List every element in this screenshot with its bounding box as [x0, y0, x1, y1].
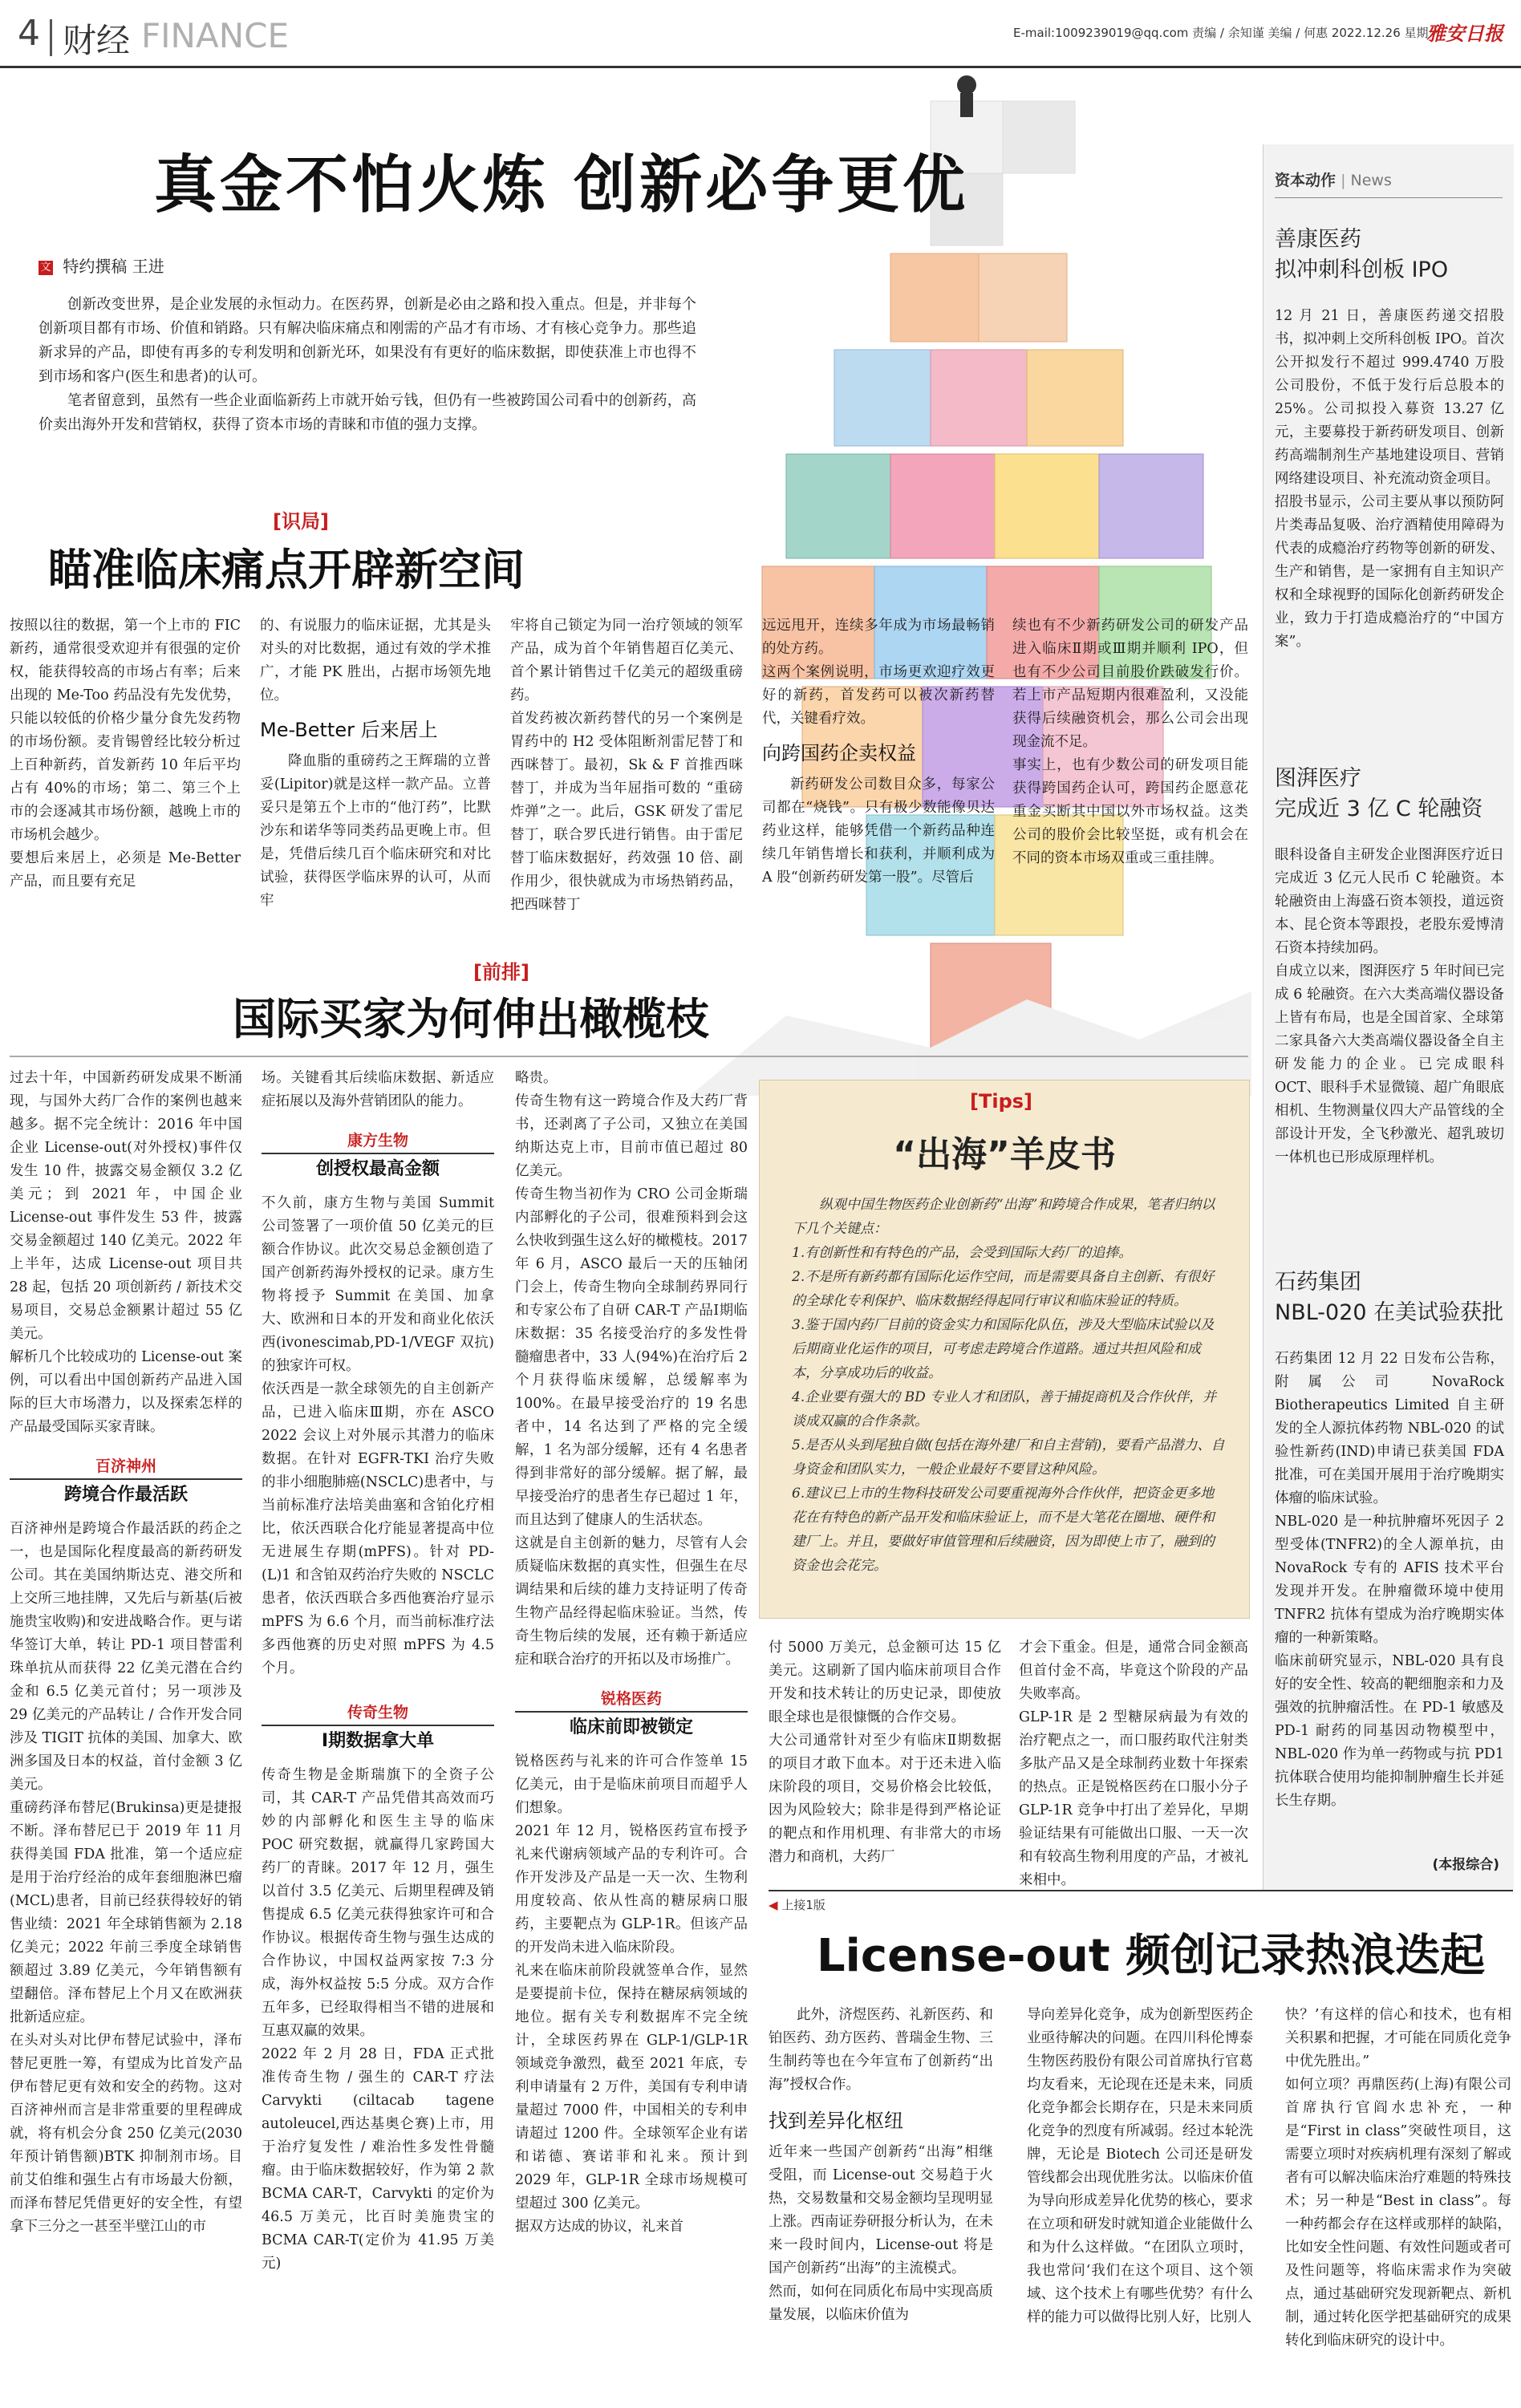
license-col3: 快？’有这样的信心和技术，也有相关积累和把握，才可能在同质化竞争中优先胜出。” 如何立项？再鼎医药(上海)有限公司首席执行官阎水忠补充，一种是“First in class”突破性项目，这需要立项时对疾病机理有深刻了解或者有可以解决临床治疗难题的特殊技术；另一种是“Best in class”。每一种药都会存在这样或那样的缺陷，比如安全性问题、有效性问题或者可及性问题等，将临床需求作为突破点，通过基础研究发现新靶点、新机制，通过转化医学把基础研究的成果转化到临床研究的设计中。 [1285, 2007, 1511, 2349]
license-col1-subtitle: 找到差异化枢纽 [769, 2110, 903, 2132]
section1-col2-subtitle: Me-Better 后来居上 [260, 719, 438, 741]
license-block [769, 1890, 1513, 2405]
company-title-regor: 临床前即被锁定 [515, 1711, 748, 1739]
sidebar-header-divider: | [1341, 172, 1351, 189]
tips-box [759, 1080, 1250, 1619]
paper-logo: 雅安日报 [1426, 22, 1503, 45]
jump-arrow-icon: ◀ [769, 1898, 778, 1912]
tips-item-3: 3.鉴于国内药厂目前的资金实力和国际化队伍，涉及大型临床试验以及后期商业化运作的项目，可考虑走跨境合作道路。通过共担风险和成本，分享成功后的收益。 [792, 1317, 1215, 1381]
sidebar-header [1275, 168, 1392, 190]
company-label-beigene: 百济神州 [95, 1457, 156, 1475]
contact-line: E-mail:1009239019@qq.com 责编 / 余知谨 美编 / 何惠 2022.12.26 星期一 [1013, 26, 1441, 40]
tips-item-2: 2.不是所有新药都有国际化运作空间，而是需要具备自主创新、有很好的全球化专利保护、临床数据经得起同行审议和临床验证的特质。 [792, 1269, 1215, 1309]
intro-paragraph-1: 创新改变世界，是企业发展的永恒动力。在医药界，创新是必由之路和投入重点。但是，并非每个创新项目都有市场、价值和销路。只有解决临床痛点和刚需的产品才有市场、才有核心竞争力。那些追新求异的产品，即使有再多的专利发明和创新光环，如果没有有更好的临床数据，即使获准上市也得不到市场和客户(医生和患者)的认可。 [39, 296, 696, 385]
company-text-legend: 传奇生物是金斯瑞旗下的全资子公司，其 CAR-T 产品凭借其高效而巧妙的内部孵化和医生主导的临床 POC 研究数据，就赢得几家跨国大药厂的青睐。2017 年 12 月，强生以首付 3.5 亿美元、后期里程碑及销售提成 6.5 亿美元获得独家许可和合作协议。根据传奇生物与强生达成的合作协议，中国权益两家按 7:3 分成，海外权益按 5:5 分成。双方合作五年多，已经取得相当不错的进展和互惠双赢的效果。 2022 年 2 月 28 日，FDA 正式批准传奇生物 / 强生的 CAR-T 疗法 Carvykti (ciltacab tagene autoleucel,西达基奥仑赛)上市，用于治疗复发性 / 难治性多发性骨髓瘤。由于临床数据较好，作为第 2 款 BCMA CAR-T，Carvykti 的定价为 46.5 万美元，比百时美施贵宝的 BCMA CAR-T(定价为 41.95 万美元) [262, 1767, 494, 2272]
byline-text: 特约撰稿 王进 [63, 257, 164, 276]
company-title-beigene: 跨境合作最活跃 [10, 1478, 242, 1506]
sidebar-header-cn: 资本动作 [1275, 172, 1336, 189]
tips-lead: 纵观中国生物医药企业创新药“出海”和跨境合作成果，笔者归纳以下几个关键点： [792, 1197, 1215, 1237]
company-label-legend: 传奇生物 [347, 1704, 408, 1721]
intro-text [39, 293, 696, 437]
sidebar-item-name-2: 图湃医疗 [1275, 766, 1361, 791]
company-text-akeso: 不久前，康方生物与美国 Summit 公司签署了一项价值 50 亿美元的巨额合作协议。此次交易总金额创造了国产创新药海外授权的记录。康方生物将授予 Summit 在美国、加拿大、欧洲和日本的开发和商业化依沃西(ivonescimab,PD-1/VEGF 双抗)的独家许可权。 依沃西是一款全球领先的自主创新产品，已进入临床Ⅲ期，亦在 ASCO 2022 会议上对外展示其潜力的临床数据。在针对 EGFR-TKI 治疗失败的非小细胞肺癌(NSCLC)患者中，与当前标准疗法培美曲塞和含铂化疗相比，依沃西联合化疗能显著提高中位无进展生存期(mPFS)。针对 PD-(L)1 和含铂双药治疗失败的 NSCLC 患者，依沃西联合多西他赛治疗显示 mPFS 为 6.6 个月，而当前标准疗法多西他赛的历史对照 mPFS 为 4.5 个月。 [262, 1195, 494, 1676]
section2-col2-text: 场。关键看其后续临床数据、新适应症拓展以及海外营销团队的能力。 [262, 1070, 494, 1109]
section1-tag: [识局] [273, 510, 329, 533]
masthead [0, 0, 1521, 74]
company-text-regor: 锐格医药与礼来的许可合作签单 15 亿美元，由于是临床前项目而超乎人们想象。 2021 年 12 月，锐格医药宣布授予礼来代谢病领域产品的专利许可。合作开发涉及产品是一天一次、生物利用度较高、依从性高的糖尿病口服药，主要靶点为 GLP-1R。但该产品的开发尚未进入临床阶段。 礼来在临床前阶段就签单合作，显然是要提前卡位，保持在糖尿病领域的地位。据有关专利数据库不完全统计，全球医药界在 GLP-1/GLP-1R 领域竞争激烈，截至 2021 年底，专利申请量有 2 万件，美国有专利申请量超过 7000 件，中国相关的专利申请超过 1200 件。全球领军企业有诺和诺德、赛诺菲和礼来。预计到 2029 年，GLP-1R 全球市场规模可望超过 300 亿美元。 据双方达成的协议，礼来首 [515, 1753, 748, 2235]
page-number: 4 [18, 13, 40, 54]
license-col2: 导向差异化竞争，成为创新型医药企业亟待解决的问题。在四川科伦博泰生物医药股份有限公司首席执行官葛均友看来，无论现在还是未来，同质化竞争都会长期存在，只是未来同质化竞争的烈度有所减弱。经过本轮洗牌，无论是 Biotech 公司还是研发管线都会出现优胜劣汰。以临床价值为导向形成差异化优势的核心，要求在立项和研发时就知道企业能做什么和为什么这样做。“在团队立项时，我也常问‘我们在这个项目、这个领域、这个技术上有哪些优势？有什么样的能力可以做得比别人好，比别人 [1027, 2007, 1253, 2325]
section2-rule [10, 1056, 1248, 1057]
tips-item-1: 1.有创新性和有特色的产品，会受到国际大药厂的追捧。 [792, 1245, 1133, 1261]
company-label-regor: 锐格医药 [600, 1690, 662, 1708]
section2-col5: 才会下重金。但是，通常合同金额高但首付金不高，毕竟这个阶段的产品失败率高。 GLP-1R 是 2 型糖尿病最为有效的治疗靶点之一，而口服药取代注射类多肽产品又是全球制药业数十年探索的热点。正是锐格医药在口服小分子 GLP-1R 竞争中打出了差异化，早期验证结果有可能做出口服、一天一次和有较高生物利用度的产品，才被礼来相中。 [1019, 1640, 1248, 1888]
section1-col2a: 的、有说服力的临床证据，尤其是头对头的对比数据，通过有效的学术推广，才能 PK 胜出，占据市场领先地位。 [260, 618, 491, 703]
section1-title: 瞄准临床痛点开辟新空间 [48, 545, 525, 595]
sidebar-item-title-1: 拟冲刺科创板 IPO [1275, 257, 1449, 282]
section2-col3 [515, 1067, 748, 2239]
section2-col1 [10, 1067, 242, 2239]
page-headline: 真金不怕火炼 创新必争更优 [154, 149, 969, 221]
sidebar-item-name-3: 石药集团 [1275, 1270, 1361, 1295]
section1-col5: 续也有不少新药研发公司的研发产品进入临床Ⅱ期或Ⅲ期并顺利 IPO，但也有不少公司目前股价跌破发行价。若上市产品短期内很难盈利，又没能获得后续融资机会，那么公司会出现现金流不足。 事实上，也有少数公司的研发项目能获得跨国药企认可，跨国药企愿意花重金买断其中国以外市场权益。这类公司的股价会比较坚挺，或有机会在不同的资本市场双重或三重挂牌。 [1012, 618, 1248, 866]
sidebar-item-title-3: NBL-020 在美试验获批 [1275, 1300, 1504, 1325]
sidebar-item-text-1: 12 月 21 日，善康医药递交招股书，拟冲刺上交所科创板 IPO。首次公开拟发行不超过 999.4740 万股公司股份，不低于发行后总股本的 25%。公司拟投入募资 13.27 亿元，主要募投于新药研发项目、创新药高端制剂生产基地建设项目、营销网络建设项目、补充流动资金项目。 招股书显示，公司主要从事以预防阿片类毒品复吸、治疗酒精使用障碍为代表的成瘾治疗药物等创新的研发、生产和销售，是一家拥有自主知识产权和全球视野的国际化创新药研发企业，致力于打造成瘾治疗的“中国方案”。 [1275, 308, 1504, 650]
jump-text: 上接1版 [781, 1898, 825, 1912]
section2-col4: 付 5000 万美元，总金额可达 15 亿美元。这刷新了国内临床前项目合作开发和技术转让的历史记录，即使放眼全球也是很慷慨的合作交易。 大公司通常针对至少有临床Ⅱ期数据的项目才敢下血本。对于还未进入临床阶段的项目，交易价格会比较低，因为风险较大；除非是得到严格论证的靶点和作用机理、有非常大的市场潜力和商机，大药厂 [769, 1640, 1001, 1865]
intro-paragraph-2: 笔者留意到，虽然有一些企业面临新药上市就开始亏钱，但仍有一些被跨国公司看中的创新药，高价卖出海外开发和营销权，获得了资本市场的青睐和市值的强力支撑。 [39, 392, 696, 433]
section1-col4a: 远远甩开，连续多年成为市场最畅销的处方药。 这两个案例说明，市场更欢迎疗效更好的新药，首发药可以被次新药替代，关键看疗效。 [762, 618, 995, 727]
section2-col3-text: 略贵。 传奇生物有这一跨境合作及大药厂背书，还剥离了子公司，又独立在美国纳斯达克上市，目前市值已超过 80 亿美元。 传奇生物当初作为 CRO 公司金斯瑞内部孵化的子公司，很难预料到会这么快收到强生这么好的橄榄枝。2017 年 6 月，ASCO 最后一天的压轴闭门会上，传奇生物向全球制药界同行和专家公布了自研 CAR-T 产品Ⅰ期临床数据：35 名接受治疗的多发性骨髓瘤患者中，33 人(94%)在治疗后 2 个月获得临床缓解，总缓解率为 100%。在最早接受治疗的 19 名患者中，14 名达到了严格的完全缓解，1 名为部分缓解，还有 4 名患者得到非常好的部分缓解。据了解，最早接受治疗的患者生存已超过 1 年，而且达到了健康人的生活状态。 这就是自主创新的魅力，尽管有人会质疑临床数据的真实性，但强生在尽调结果和后续的雄力支持证明了传奇生物产品经得起临床验证。当然，传奇生物后续的发展，还有赖于新适应症和联合治疗的开拓以及市场推广。 [515, 1070, 748, 1668]
byline-mark-icon: 文 [39, 261, 53, 275]
section2-col2 [262, 1067, 494, 2276]
tips-item-5: 5.是否从头到尾独自做(包括在海外建厂和自主营销)，要看产品潜力、自身资金和团队实力，一般企业最好不要冒这种风险。 [792, 1437, 1225, 1478]
sidebar-item-text-2: 眼科设备自主研发企业图湃医疗近日完成近 3 亿元人民币 C 轮融资。本轮融资由上海盛石资本领投，道远资本、昆仑资本等跟投，老股东爱博清石资本持续加码。 自成立以来，图湃医疗 5 年时间已完成 6 轮融资。在六大类高端仪器设备上皆有布局，也是全国首家、全球第二家具备六大类高端仪器设备全自主研发能力的企业。已完成眼科 OCT、眼科手术显微镜、超广角眼底相机、生物测量仪四大产品管线的全部设计开发，全飞秒激光、超乳玻切一体机也已形成原理样机。 [1275, 847, 1504, 1165]
license-title: License-out 频创记录热浪迭起 [817, 1930, 1486, 1982]
section1-col4b: 新药研发公司数目众多，每家公司都在“烧钱”。只有极少数能像贝达药业这样，能够凭借一个新药品种连续几年销售增长和获利，并顺利成为 A 股“创新药研发第一股”。尽管后 [762, 776, 995, 886]
company-title-legend: Ⅰ期数据拿大单 [262, 1725, 494, 1753]
section1-col4-subtitle: 向跨国药企卖权益 [762, 742, 916, 764]
tips-item-4: 4.企业要有强大的 BD 专业人才和团队，善于捕捉商机及合作伙伴，并谈成双赢的合作条款。 [792, 1389, 1217, 1429]
section2-tag: [前排] [473, 961, 529, 983]
section2-col1-text: 过去十年，中国新药研发成果不断涌现，与国外大药厂合作的案例也越来越多。据不完全统计：2016 年中国企业 License-out(对外授权)事件仅发生 10 件，披露交易金额仅 3.2 亿美元；到 2021 年，中国企业 License-out 事件发生 53 件，披露交易金额超过 140 亿美元。2022 年上半年，达成 License-out 项目共 28 起，包括 20 项创新药 / 新技术交易项目，交易总金额累计超过 55 亿美元。 解析几个比较成功的 License-out 案例，可以看出中国创新药产品进入国际的巨大市场潜力，以及探索怎样的产品最受国际买家青睐。 [10, 1070, 242, 1435]
license-col1-text: 此外，济煜医药、礼新医药、和铂医药、劲方医药、普瑞金生物、三生制药等也在今年宣布了创新药“出海”授权合作。 [769, 2007, 993, 2093]
license-col1 [769, 2004, 993, 2327]
masthead-rule [0, 66, 1521, 68]
tips-body [792, 1193, 1225, 1578]
section2-title: 国际买家为何伸出橄榄枝 [233, 994, 709, 1044]
sidebar-footer: (本报综合) [1432, 1857, 1499, 1873]
company-label-akeso: 康方生物 [347, 1132, 408, 1149]
sidebar-item-text-3: 石药集团 12 月 22 日发布公告称，附属公司 NovaRock Biotherapeutics Limited 自主研发的全人源抗体药物 NBL-020 的试验性新药(IND)申请已获美国 FDA 批准，可在美国开展用于治疗晚期实体瘤的临床试验。 NBL-020 是一种抗肿瘤坏死因子 2 型受体(TNFR2)的全人源单抗，由 NovaRock 专有的 AFIS 技术平台发现并开发。在肿瘤微环境中使用 TNFR2 抗体有望成为治疗晚期实体瘤的一种新策略。 临床前研究显示，NBL-020 具有良好的安全性、较高的靶细胞亲和力及强效的抗肿瘤活性。在 PD-1 敏感及 PD-1 耐药的同基因动物模型中，NBL-020 作为单一药物或与抗 PD1 抗体联合使用均能抑制肿瘤生长并延长生存期。 [1275, 1351, 1504, 1809]
masthead-divider [50, 19, 52, 56]
company-text-beigene: 百济神州是跨境合作最活跃的药企之一，也是国际化程度最高的新药研发公司。其在美国纳斯达克、港交所和上交所三地挂牌，又先后与新基(后被施贵宝收购)和安进战略合作。更与诺华签订大单，转让 PD-1 项目替雷利珠单抗从而获得 22 亿美元潜在合约金和 6.5 亿美元首付；另一项涉及 29 亿美元的产品转让 / 合作开发合同涉及 TIGIT 抗体的美国、加拿大、欧洲多国及日本的权益，首付金额 3 亿美元。 重磅药泽布替尼(Brukinsa)更是捷报不断。泽布替尼已于 2019 年 11 月获得美国 FDA 批准，第一个适应症是用于治疗经治的成年套细胞淋巴瘤(MCL)患者，目前已经获得较好的销售业绩：2021 年全球销售额为 2.18 亿美元；2022 年前三季度全球销售额超过 3.89 亿美元，今年销售额有望翻倍。泽布替尼上个月又在欧洲获批新适应症。 在头对头对比伊布替尼试验中，泽布替尼更胜一筹，有望成为比首发产品伊布替尼更有效和安全的药物。这对百济神州而言是非常重要的里程碑成就，将有机会分食 250 亿美元(2030 年预计销售额)BTK 抑制剂市场。目前艾伯维和强生占有市场最大份额，而泽布替尼凭借更好的安全性，有望拿下三分之一甚至半壁江山的市 [10, 1521, 242, 2235]
sidebar-header-en: News [1350, 172, 1392, 189]
sidebar-item-name-1: 善康医药 [1275, 227, 1361, 252]
sidebar-header-rule [1275, 197, 1503, 198]
section1-col1: 按照以往的数据，第一个上市的 FIC 新药，通常很受欢迎并有很强的定价权，能获得较高的市场占有率；后来出现的 Me-Too 药品没有先发优势，只能以较低的价格少量分食先发药物的市场份额。麦肯锡曾经比较分析过上百种新药，首发新药 10 年后平均占有 40%的市场；第二、第三个上市的会逐减其市场份额，越晚上市的市场机会越少。 要想后来居上，必须是 Me-Better 产品，而且要有充足 [10, 618, 241, 890]
section-name-cn: 财经 [63, 21, 131, 60]
byline [39, 253, 164, 277]
jump-label [769, 1896, 825, 1913]
license-col1b: 近年来一些国产创新药“出海”相继受阻，而 License-out 交易趋于火热，交易数量和交易金额均呈现明显上涨。西南证券研报分析认为，在未来一段时间内，License-out 将是国产创新药“出海”的主流模式。 然而，如何在同质化布局中实现高质量发展，以临床价值为 [769, 2144, 993, 2323]
sidebar-item-title-2: 完成近 3 亿 C 轮融资 [1275, 797, 1483, 821]
section1-col2b: 降血脂的重磅药之王辉瑞的立普妥(Lipitor)就是这样一款产品。立普妥只是第五个上市的“他汀药”，比默沙东和诺华等同类药品更晚上市。但是，凭借后续几百个临床研究和对比试验，获得医学临床界的认可，从而牢 [260, 753, 491, 909]
section1-col2 [260, 614, 491, 913]
section1-col3: 牢将自己锁定为同一治疗领域的领军产品，成为首个年销售超百亿美元、首个累计销售过千亿美元的超级重磅药。 首发药被次新药替代的另一个案例是胃药中的 H2 受体阻断剂雷尼替丁和西咪替丁。最初，Sk & F 首推西咪替丁，并成为当年屈指可数的 “重磅炸弹”之一。此后，GSK 研发了雷尼替丁，联合罗氏进行销售。由于雷尼替丁临床数据好，药效强 10 倍、副作用少，很快就成为市场热销药品，把西咪替丁 [510, 618, 743, 913]
section-name-en: FINANCE [141, 16, 289, 55]
tips-title: “出海”羊皮书 [893, 1134, 1116, 1175]
company-title-akeso: 创授权最高金额 [262, 1153, 494, 1181]
sidebar [1263, 144, 1514, 1890]
tips-tag: [Tips] [970, 1090, 1032, 1113]
section1-col4 [762, 614, 995, 890]
tips-item-6: 6.建议已上市的生物科技研发公司要重视海外合作伙伴，把资金更多地花在有特色的新产品开发和临床验证上，而不是大笔花在圈地、硬件和建厂上。并且，要做好审值管理和后续融资，因为即使上市了，融到的资金也会花完。 [792, 1486, 1215, 1574]
